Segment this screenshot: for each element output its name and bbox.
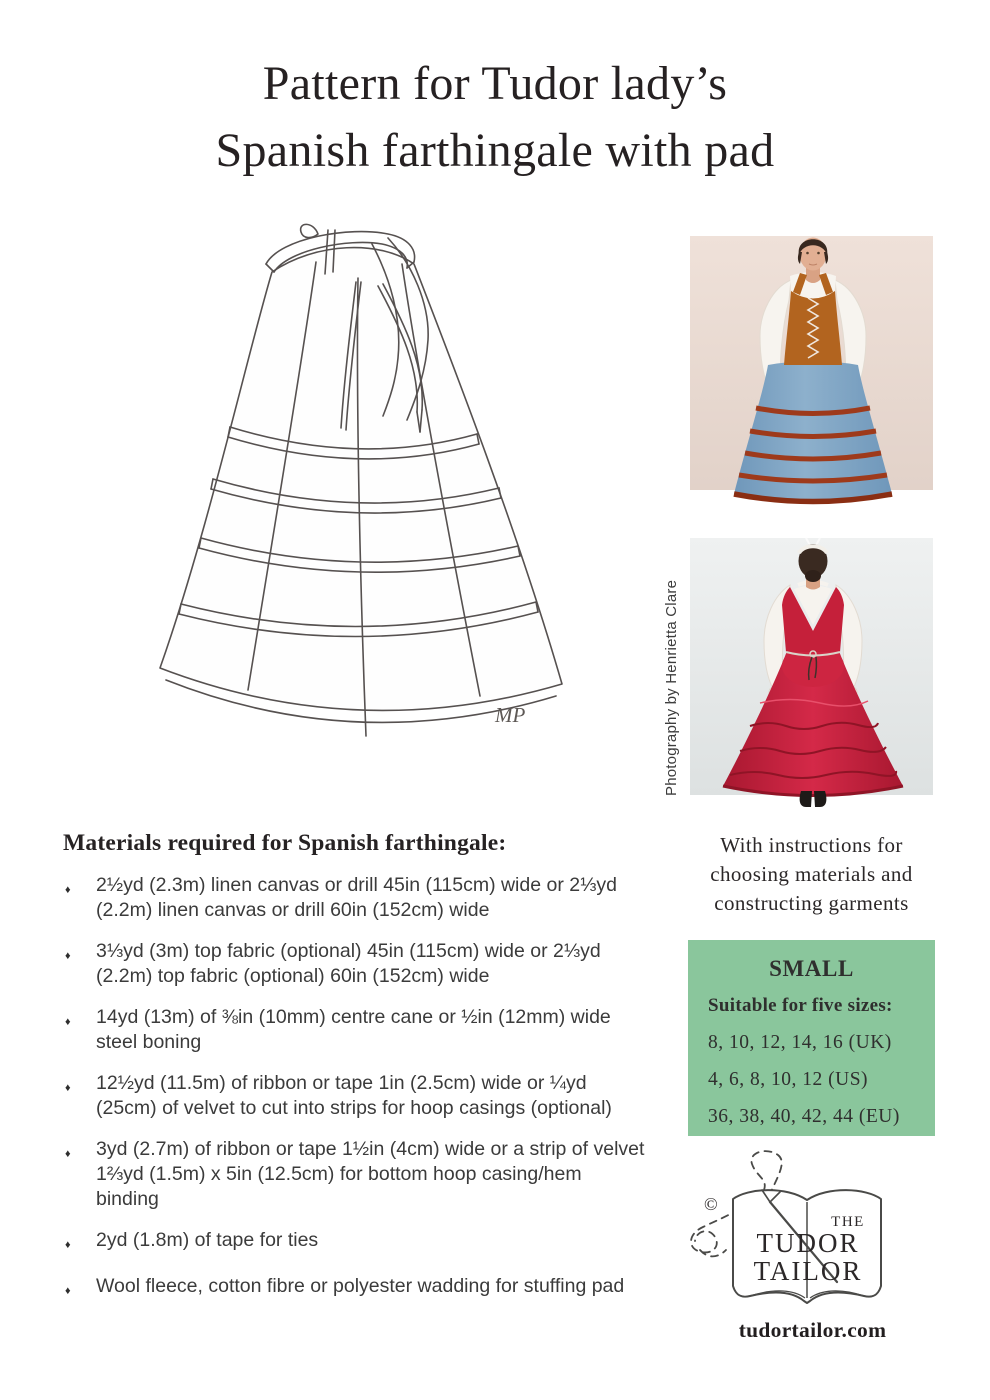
- bullet-diamond-icon: ♦: [65, 1239, 71, 1251]
- material-item: [63, 873, 645, 923]
- tudor-tailor-logo: [690, 1146, 935, 1343]
- copyright-icon: ©: [704, 1194, 718, 1214]
- bullet-diamond-icon: ♦: [65, 884, 71, 896]
- sizes-uk: 8, 10, 12, 14, 16 (UK): [708, 1032, 892, 1053]
- photo-credit: Photography by Henrietta Clare: [663, 579, 680, 796]
- materials-section: [63, 830, 645, 1304]
- material-item: [63, 1071, 645, 1121]
- material-item: [63, 1137, 645, 1212]
- size-box: [688, 940, 935, 1136]
- page-title-line2: Spanish farthingale with pad: [215, 124, 775, 177]
- page-title: [0, 50, 990, 184]
- photo-red-farthingale-back: [690, 533, 933, 818]
- skirt-outline: [160, 248, 562, 723]
- material-item-text: 3yd (2.7m) of ribbon or tape 1½in (4cm) wide or a strip of velvet 1⅔yd (1.5m) x 5in (12.5cm) for bottom hoop casing/hem binding: [96, 1138, 645, 1210]
- material-item-text: 12½yd (11.5m) of ribbon or tape 1in (2.5cm) wide or ¼yd (25cm) of velvet to cut into strips for hoop casings (optional): [96, 1072, 612, 1119]
- photo-blue-farthingale: [690, 228, 933, 513]
- materials-heading: Materials required for Spanish farthingale:: [63, 830, 507, 856]
- material-item: [63, 1005, 645, 1055]
- bullet-diamond-icon: ♦: [65, 1148, 71, 1160]
- material-item: [63, 1274, 645, 1304]
- material-item-text: Wool fleece, cotton fibre or polyester wadding for stuffing pad: [96, 1275, 625, 1297]
- material-item-text: 2yd (1.8m) of tape for ties: [96, 1229, 319, 1251]
- instructions-note: [688, 831, 935, 918]
- sizes-eu: 36, 38, 40, 42, 44 (EU): [708, 1106, 900, 1127]
- size-subtitle: Suitable for five sizes:: [708, 995, 893, 1016]
- material-item: [63, 1228, 645, 1258]
- material-item-text: 14yd (13m) of ⅜in (10mm) centre cane or ½in (12mm) wide steel boning: [96, 1006, 611, 1053]
- size-label: SMALL: [769, 956, 854, 981]
- instructions-line1: With instructions for: [720, 833, 903, 857]
- page-title-line1: Pattern for Tudor lady’s: [262, 57, 728, 110]
- instructions-line3: constructing garments: [714, 891, 909, 915]
- illustrator-signature: MP: [495, 703, 526, 727]
- material-item-text: 3⅓yd (3m) top fabric (optional) 45in (115cm) wide or 2⅓yd (2.2m) top fabric (optional) 60in (152cm) wide: [96, 940, 601, 987]
- logo-word-the: THE: [831, 1214, 865, 1230]
- bullet-diamond-icon: ♦: [65, 1082, 71, 1094]
- farthingale-line-drawing: [120, 222, 640, 814]
- material-item-text: 2½yd (2.3m) linen canvas or drill 45in (115cm) wide or 2⅓yd (2.2m) linen canvas or drill 60in (152cm) wide: [96, 874, 617, 921]
- materials-list: [63, 873, 645, 1304]
- bullet-diamond-icon: ♦: [65, 1016, 71, 1028]
- website-url: tudortailor.com: [738, 1318, 887, 1342]
- instructions-line2: choosing materials and: [710, 862, 913, 886]
- bullet-diamond-icon: ♦: [65, 1285, 71, 1297]
- logo-word-tudor: TUDOR: [756, 1228, 860, 1258]
- bullet-diamond-icon: ♦: [65, 950, 71, 962]
- sizes-us: 4, 6, 8, 10, 12 (US): [708, 1069, 869, 1090]
- material-item: [63, 939, 645, 989]
- logo-word-tailor: TAILOR: [753, 1256, 863, 1286]
